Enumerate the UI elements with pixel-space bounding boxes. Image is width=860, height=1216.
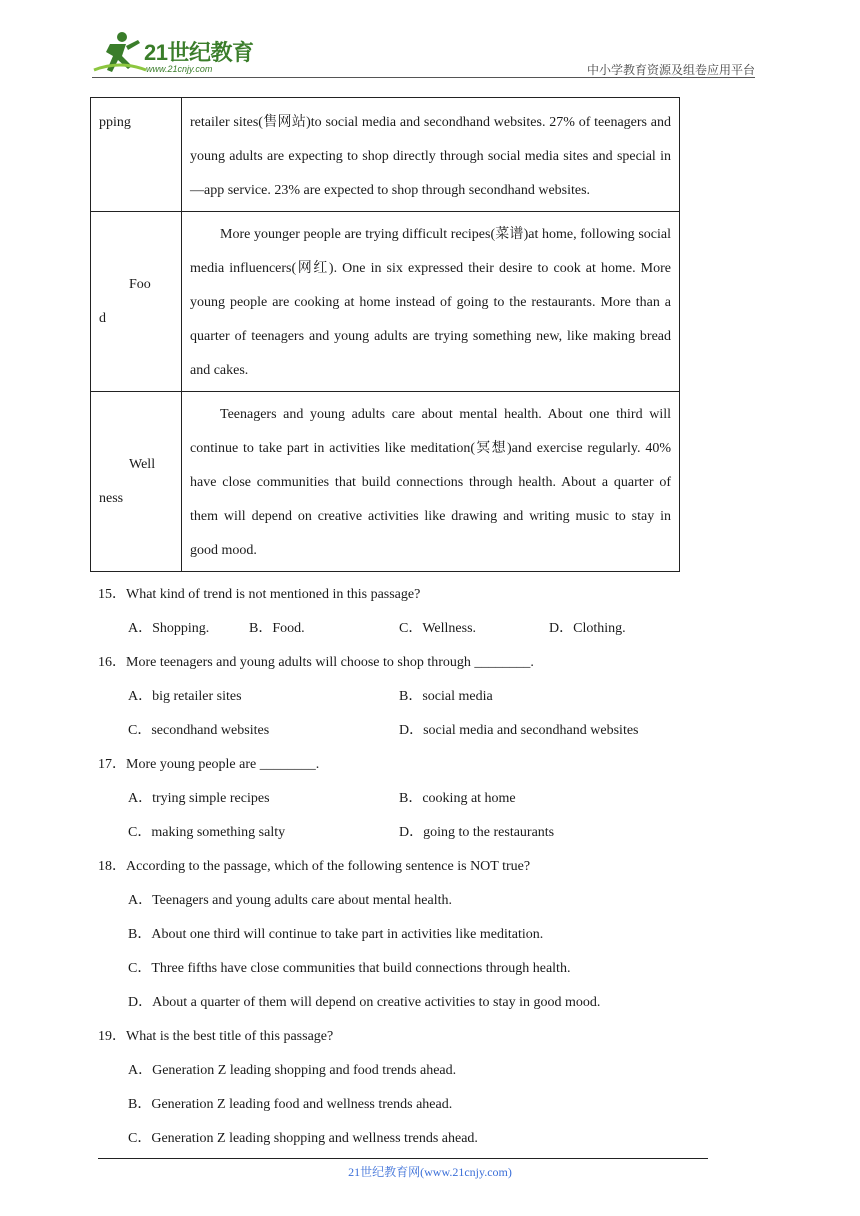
option-b[interactable]: B．About one third will continue to take part in activities like meditation.: [128, 927, 544, 942]
runner-logo-icon: [92, 30, 148, 76]
option-c[interactable]: C．Wellness.: [399, 621, 477, 636]
footer-link[interactable]: 21世纪教育网(www.21cnjy.com): [348, 1165, 512, 1179]
category-label: d: [99, 310, 106, 326]
option-b[interactable]: B．cooking at home: [399, 791, 516, 806]
option-row: [98, 612, 718, 646]
question-stem: 17．More young people are ________.: [98, 757, 320, 772]
site-logo[interactable]: [92, 30, 272, 78]
description-cell: [182, 392, 680, 572]
logo-title: 21世纪教育: [144, 40, 254, 65]
description-cell: [182, 212, 680, 392]
footer-divider: [98, 1158, 708, 1159]
option-b[interactable]: B．Generation Z leading food and wellness trends ahead.: [128, 1097, 453, 1112]
option-d[interactable]: D．Clothing.: [549, 621, 626, 636]
question-stem: 15．What kind of trend is not mentioned in this passage?: [98, 587, 421, 602]
option-d[interactable]: D．going to the restaurants: [399, 825, 555, 840]
option-c[interactable]: C．secondhand websites: [128, 723, 270, 738]
option-c[interactable]: C．Generation Z leading shopping and wellness trends ahead.: [128, 1131, 478, 1146]
option-d[interactable]: D．About a quarter of them will depend on creative activities to stay in good mood.: [128, 995, 601, 1010]
category-label: Foo: [129, 276, 151, 292]
option-a[interactable]: A．trying simple recipes: [128, 791, 270, 806]
category-cell: [91, 212, 182, 392]
logo-url: www.21cnjy.com: [146, 64, 213, 74]
option-row: [98, 714, 718, 748]
table-row: [91, 392, 680, 572]
description-cell: [182, 98, 680, 212]
trend-table: [90, 97, 680, 572]
option-c[interactable]: C．making something salty: [128, 825, 286, 840]
platform-name: 中小学教育资源及组卷应用平台: [586, 63, 755, 77]
option-row: [98, 816, 718, 850]
question-list: [98, 578, 718, 1156]
option-b[interactable]: B．Food.: [249, 621, 305, 636]
description-text: retailer sites(售网站)to social media and secondhand websites. 27% of teenagers and young adults are expecting to shop directly through social media sites and special in—app service. 23% are expected to shop through secondhand websites.: [190, 115, 671, 198]
option-a[interactable]: A．Generation Z leading shopping and food trends ahead.: [128, 1063, 457, 1078]
category-label: ness: [99, 490, 124, 506]
question-stem: 18．According to the passage, which of the following sentence is NOT true?: [98, 859, 531, 874]
category-cell: [91, 392, 182, 572]
category-cell: [91, 98, 182, 212]
option-row: [98, 680, 718, 714]
table-row: [91, 212, 680, 392]
page-header: [0, 0, 860, 80]
option-a[interactable]: A．Teenagers and young adults care about mental health.: [128, 893, 453, 908]
option-a[interactable]: A．Shopping.: [128, 621, 210, 636]
question-stem: 19．What is the best title of this passage?: [98, 1029, 334, 1044]
table-row: [91, 98, 680, 212]
category-label: pping: [99, 115, 131, 130]
header-divider: [92, 77, 755, 78]
option-a[interactable]: A．big retailer sites: [128, 689, 242, 704]
option-c[interactable]: C．Three fifths have close communities that build connections through health.: [128, 961, 571, 976]
option-row: [98, 782, 718, 816]
question-stem: 16．More teenagers and young adults will choose to shop through ________.: [98, 655, 534, 670]
description-text: More younger people are trying difficult recipes(菜谱)at home, following social media influencers(网红). One in six expressed their desire to cook at home. More young people are cooking at home instead of going to the restaurants. More than a quarter of teenagers and young adults are trying something new, like making bread and cakes.: [190, 227, 671, 378]
option-b[interactable]: B．social media: [399, 689, 493, 704]
option-d[interactable]: D．social media and secondhand websites: [399, 723, 639, 738]
description-text: Teenagers and young adults care about mental health. About one third will continue to take part in activities like meditation(冥想)and exercise regularly. 40% have close communities that build connections through health. About a quarter of them will depend on creative activities like drawing and writing music to stay in good mood.: [190, 407, 671, 558]
category-label: Well: [129, 456, 156, 472]
